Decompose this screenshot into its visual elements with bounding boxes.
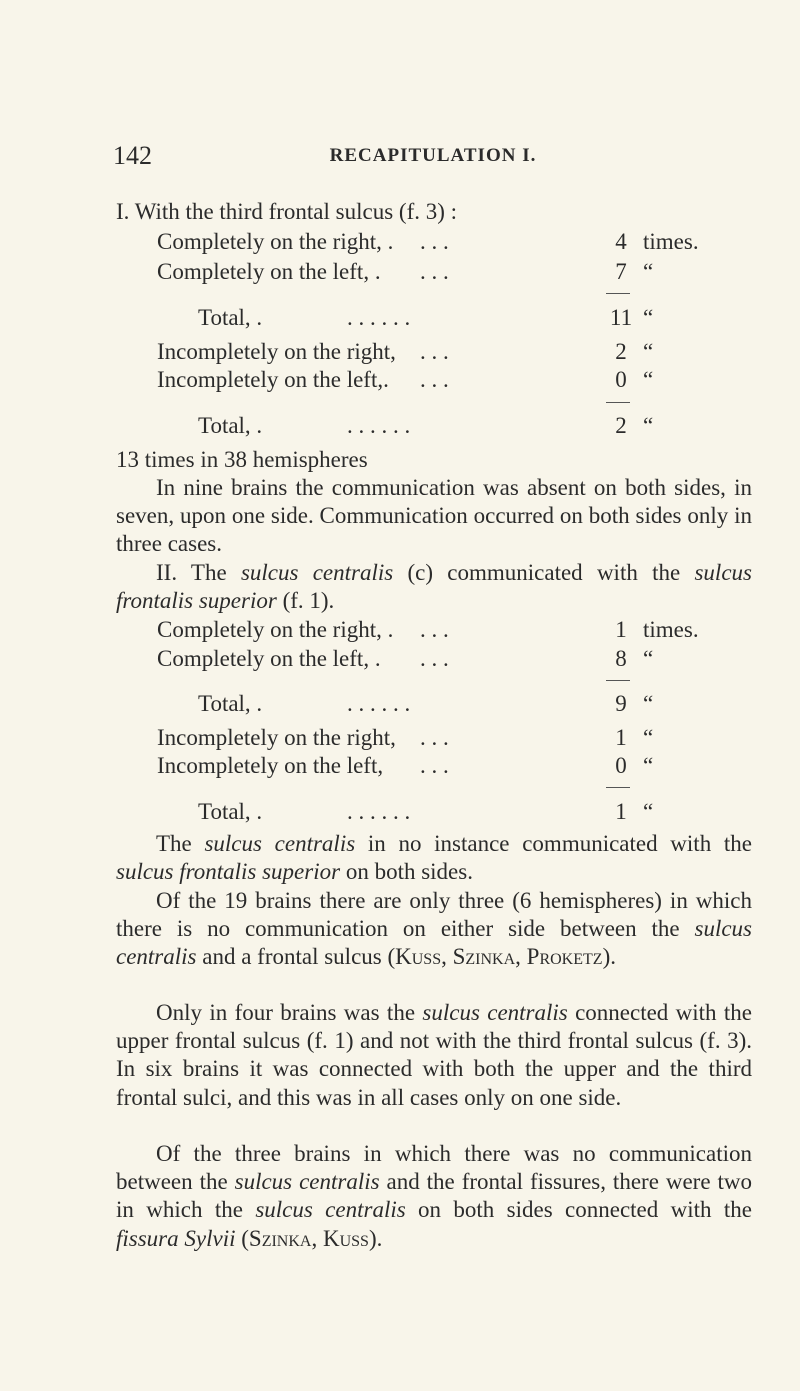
leader-dots: . . . . . .	[347, 305, 411, 330]
row-value: 2	[615, 413, 627, 438]
row-unit: times.	[643, 229, 699, 254]
running-head: RECAPITULATION I.	[329, 145, 537, 166]
row-value: 2	[615, 339, 627, 364]
leader-dots: . . .	[420, 229, 449, 254]
summary-line: 13 times in 38 hemispheres	[116, 447, 368, 472]
row-value: 1	[615, 725, 627, 750]
row-unit: “	[643, 259, 654, 284]
row-label: Completely on the right, .	[157, 617, 394, 642]
row-unit: “	[643, 367, 654, 392]
row-label: Total, .	[198, 305, 263, 330]
sum-rule	[606, 787, 630, 788]
row-value: 0	[615, 367, 627, 392]
leader-dots: . . .	[420, 339, 449, 364]
row-unit: “	[643, 753, 654, 778]
page-header	[113, 141, 753, 171]
sum-rule	[606, 293, 630, 294]
sum-rule	[606, 680, 630, 681]
row-label: Total, .	[198, 691, 263, 716]
leader-dots: . . .	[420, 617, 449, 642]
paragraph-2: The sulcus centralis in no instance communicated with the sulcus frontalis superior on both sides.	[116, 831, 752, 885]
row-unit: “	[643, 339, 654, 364]
page-number: 142	[113, 141, 152, 170]
leader-dots: . . . . . .	[347, 691, 411, 716]
row-label: Total, .	[198, 799, 263, 824]
row-unit: “	[643, 305, 654, 330]
row-value: 8	[615, 646, 627, 671]
row-unit: times.	[643, 617, 699, 642]
paragraph-5: Of the three brains in which there was no communication between the sulcus centralis and the frontal fissures, there were two in which the sulcus centralis on both sides connected with the fissura Sylvii (Szinka, Kuss).	[116, 1141, 752, 1251]
leader-dots: . . .	[420, 753, 449, 778]
leader-dots: . . .	[420, 259, 449, 284]
row-unit: “	[643, 799, 654, 824]
sum-rule	[606, 402, 630, 403]
row-value: 1	[615, 799, 627, 824]
row-unit: “	[643, 413, 654, 438]
row-value: 4	[615, 229, 627, 254]
paragraph-1: In nine brains the communication was absent on both sides, in seven, upon one side. Communication occurred on both sides only in three cases.	[116, 475, 752, 557]
row-label: Completely on the right, .	[157, 229, 394, 254]
row-value: 1	[615, 617, 627, 642]
row-label: Incompletely on the left,.	[157, 367, 389, 392]
leader-dots: . . . . . .	[347, 413, 411, 438]
leader-dots: . . . . . .	[347, 799, 411, 824]
leader-dots: . . .	[420, 725, 449, 750]
row-unit: “	[643, 646, 654, 671]
row-value: 7	[615, 259, 627, 284]
paragraph-3: Of the 19 brains there are only three (6 hemispheres) in which there is no communication on either side between the sulcus centralis and a frontal sulcus (Kuss, Szinka, Proketz).	[116, 888, 752, 970]
paragraph-4: Only in four brains was the sulcus centralis connected with the upper frontal sulcus (f. 1) and not with the third frontal sulcus (f. 3). In six brains it was connected with both the upper and the third frontal sulci, and this was in all cases only on one side.	[116, 1000, 752, 1110]
row-value: 11	[609, 305, 633, 330]
row-unit: “	[643, 725, 654, 750]
leader-dots: . . .	[420, 646, 449, 671]
section-2-heading: II. The sulcus centralis (c) communicated with the sulcus frontalis superior (f. 1).	[116, 560, 752, 614]
row-label: Incompletely on the left,	[157, 753, 384, 778]
row-label: Incompletely on the right,	[157, 339, 396, 364]
row-unit: “	[643, 691, 654, 716]
row-label: Completely on the left, .	[157, 259, 381, 284]
leader-dots: . . .	[420, 367, 449, 392]
section-1-heading: I. With the third frontal sulcus (f. 3) :	[116, 199, 458, 224]
row-value: 9	[615, 691, 627, 716]
row-label: Incompletely on the right,	[157, 725, 396, 750]
row-label: Completely on the left, .	[157, 646, 381, 671]
row-value: 0	[615, 753, 627, 778]
row-label: Total, .	[198, 413, 263, 438]
